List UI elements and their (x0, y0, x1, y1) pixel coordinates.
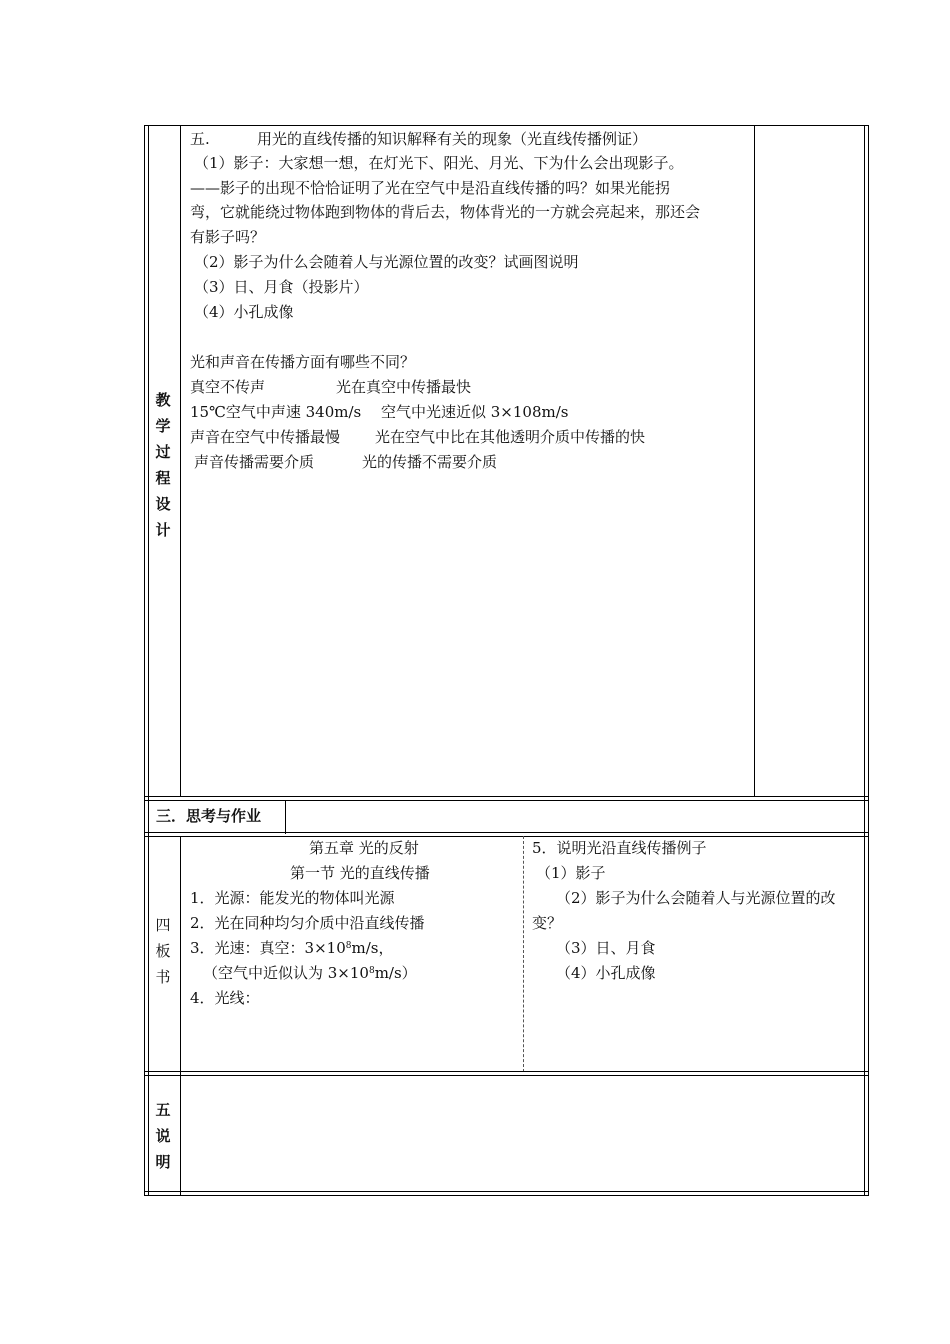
notes-section-label (153, 1097, 173, 1175)
paragraph-line: 弯，它就能绕过物体跑到物体的背后去，物体背光的一方就会亮起来，那还会 (190, 203, 701, 221)
label-char: 学 (155, 417, 171, 435)
paragraph-line: 有影子吗？ (190, 228, 266, 246)
board-item: （1）影子 (536, 864, 606, 882)
comparison-right: 光在空气中比在其他透明介质中传播的快 (375, 428, 646, 446)
label-char: 计 (155, 521, 171, 539)
section-title: 第一节 光的直线传播 (290, 864, 430, 882)
label-char: 明 (155, 1153, 171, 1171)
list-item: （4）小孔成像 (194, 303, 294, 321)
list-item: （3）日、月食（投影片） (194, 278, 369, 296)
label-char: 教 (155, 391, 171, 409)
comparison-question: 光和声音在传播方面有哪些不同？ (190, 353, 416, 371)
board-item: 变？ (532, 914, 563, 932)
heading-text: 用光的直线传播的知识解释有关的现象（光直线传播例证） (257, 130, 648, 148)
chapter-title: 第五章 光的反射 (309, 839, 419, 857)
label-char: 板 (155, 942, 171, 960)
comparison-left: 真空不传声 (190, 378, 266, 396)
heading-number: 五. (190, 130, 210, 148)
homework-label: 三．思考与作业 (156, 807, 262, 825)
label-char: 过 (155, 443, 171, 461)
label-char: 程 (155, 469, 171, 487)
board-item: 5．说明光沿直线传播例子 (532, 839, 707, 857)
comparison-right: 光的传播不需要介质 (362, 453, 498, 471)
label-char: 五 (155, 1101, 171, 1119)
board-item: （3）日、月食 (556, 939, 656, 957)
board-item: （2）影子为什么会随着人与光源位置的改 (556, 889, 836, 907)
comparison-left: 声音在空气中传播最慢 (190, 428, 341, 446)
label-char: 说 (155, 1127, 171, 1145)
board-section-label (153, 912, 173, 990)
label-char: 四 (155, 916, 171, 934)
comparison-right: 空气中光速近似 3×108m/s (381, 403, 569, 421)
teaching-section-label (153, 387, 173, 543)
paragraph-line: ——影子的出现不恰恰证明了光在空气中是沿直线传播的吗？如果光能拐 (190, 179, 671, 197)
comparison-right: 光在真空中传播最快 (336, 378, 472, 396)
board-item: 3．光速：真空：$3\times 10^8m/s$， (190, 939, 394, 957)
label-char: 书 (155, 968, 171, 986)
board-item: （4）小孔成像 (556, 964, 656, 982)
board-item: 4．光线： (190, 989, 260, 1007)
comparison-left: 声音传播需要介质 (194, 453, 315, 471)
comparison-left: 15℃空气中声速 340m/s (190, 403, 362, 421)
label-char: 设 (155, 495, 171, 513)
board-item: 1．光源：能发光的物体叫光源 (190, 889, 395, 907)
list-item: （2）影子为什么会随着人与光源位置的改变？试画图说明 (194, 253, 579, 271)
paragraph-line: （1）影子：大家想一想，在灯光下、阳光、月光、下为什么会出现影子。 (194, 154, 684, 172)
board-item: 2．光在同种均匀介质中沿直线传播 (190, 914, 425, 932)
board-item: （空气中近似认为 $3\times 10^8m/s$） (203, 964, 417, 982)
